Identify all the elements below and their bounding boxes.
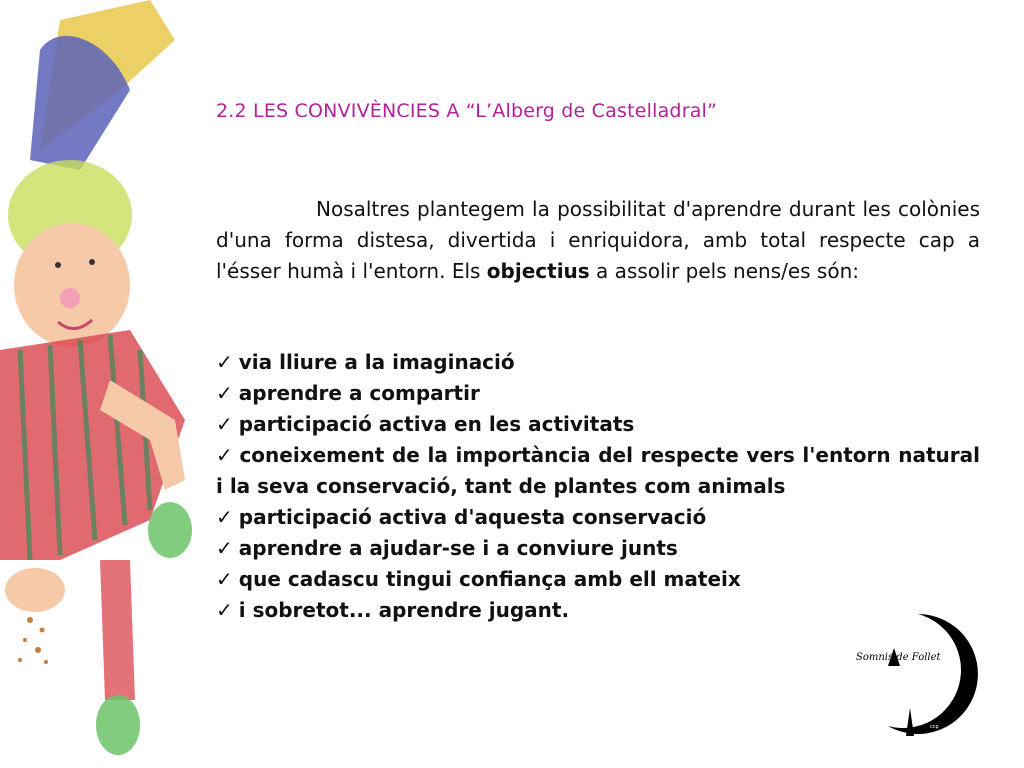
elf-illustration — [0, 0, 200, 768]
objective-item — [216, 378, 980, 409]
checkmark-icon: ✓ — [216, 536, 233, 560]
objectives-list — [216, 347, 980, 626]
checkmark-icon: ✓ — [216, 567, 233, 591]
logo-small-mark: ccp — [930, 724, 939, 730]
objective-text: coneixement de la importància del respecte vers l'entorn natural i la seva conservació, tant de plantes com animals — [216, 443, 980, 498]
somnis-de-follet-logo — [848, 608, 978, 743]
intro-text-start: Nosaltres plantegem la possibilitat d'aprendre durant les colònies d'una forma distesa, divertida i enriquidora, amb total respecte cap a l'ésser humà i l'entorn. Els — [216, 197, 980, 283]
objective-text: i sobretot... aprendre jugant. — [238, 598, 570, 622]
objective-item — [216, 564, 980, 595]
logo-text: Somnis de Follet — [856, 652, 941, 663]
objectives-keyword: objectius — [486, 259, 590, 283]
section-heading: 2.2 LES CONVIVÈNCIES A “L’Alberg de Castelladral” — [216, 100, 718, 122]
intro-paragraph — [216, 194, 980, 287]
checkmark-icon: ✓ — [216, 412, 233, 436]
objective-item — [216, 409, 980, 440]
objective-text: participació activa d'aquesta conservació — [238, 505, 707, 529]
objective-item — [216, 440, 980, 502]
checkmark-icon: ✓ — [216, 381, 233, 405]
checkmark-icon: ✓ — [216, 350, 233, 374]
objective-text: via lliure a la imaginació — [238, 350, 515, 374]
objective-text: aprendre a ajudar-se i a conviure junts — [238, 536, 678, 560]
objective-text: participació activa en les activitats — [238, 412, 635, 436]
objective-text: que cadascu tingui confiança amb ell mateix — [238, 567, 741, 591]
checkmark-icon: ✓ — [216, 505, 233, 529]
checkmark-icon: ✓ — [216, 443, 234, 467]
intro-text-end: a assolir pels nens/es són: — [589, 259, 859, 283]
objective-item — [216, 502, 980, 533]
objective-text: aprendre a compartir — [238, 381, 480, 405]
objective-item — [216, 533, 980, 564]
objective-item — [216, 347, 980, 378]
checkmark-icon: ✓ — [216, 598, 233, 622]
